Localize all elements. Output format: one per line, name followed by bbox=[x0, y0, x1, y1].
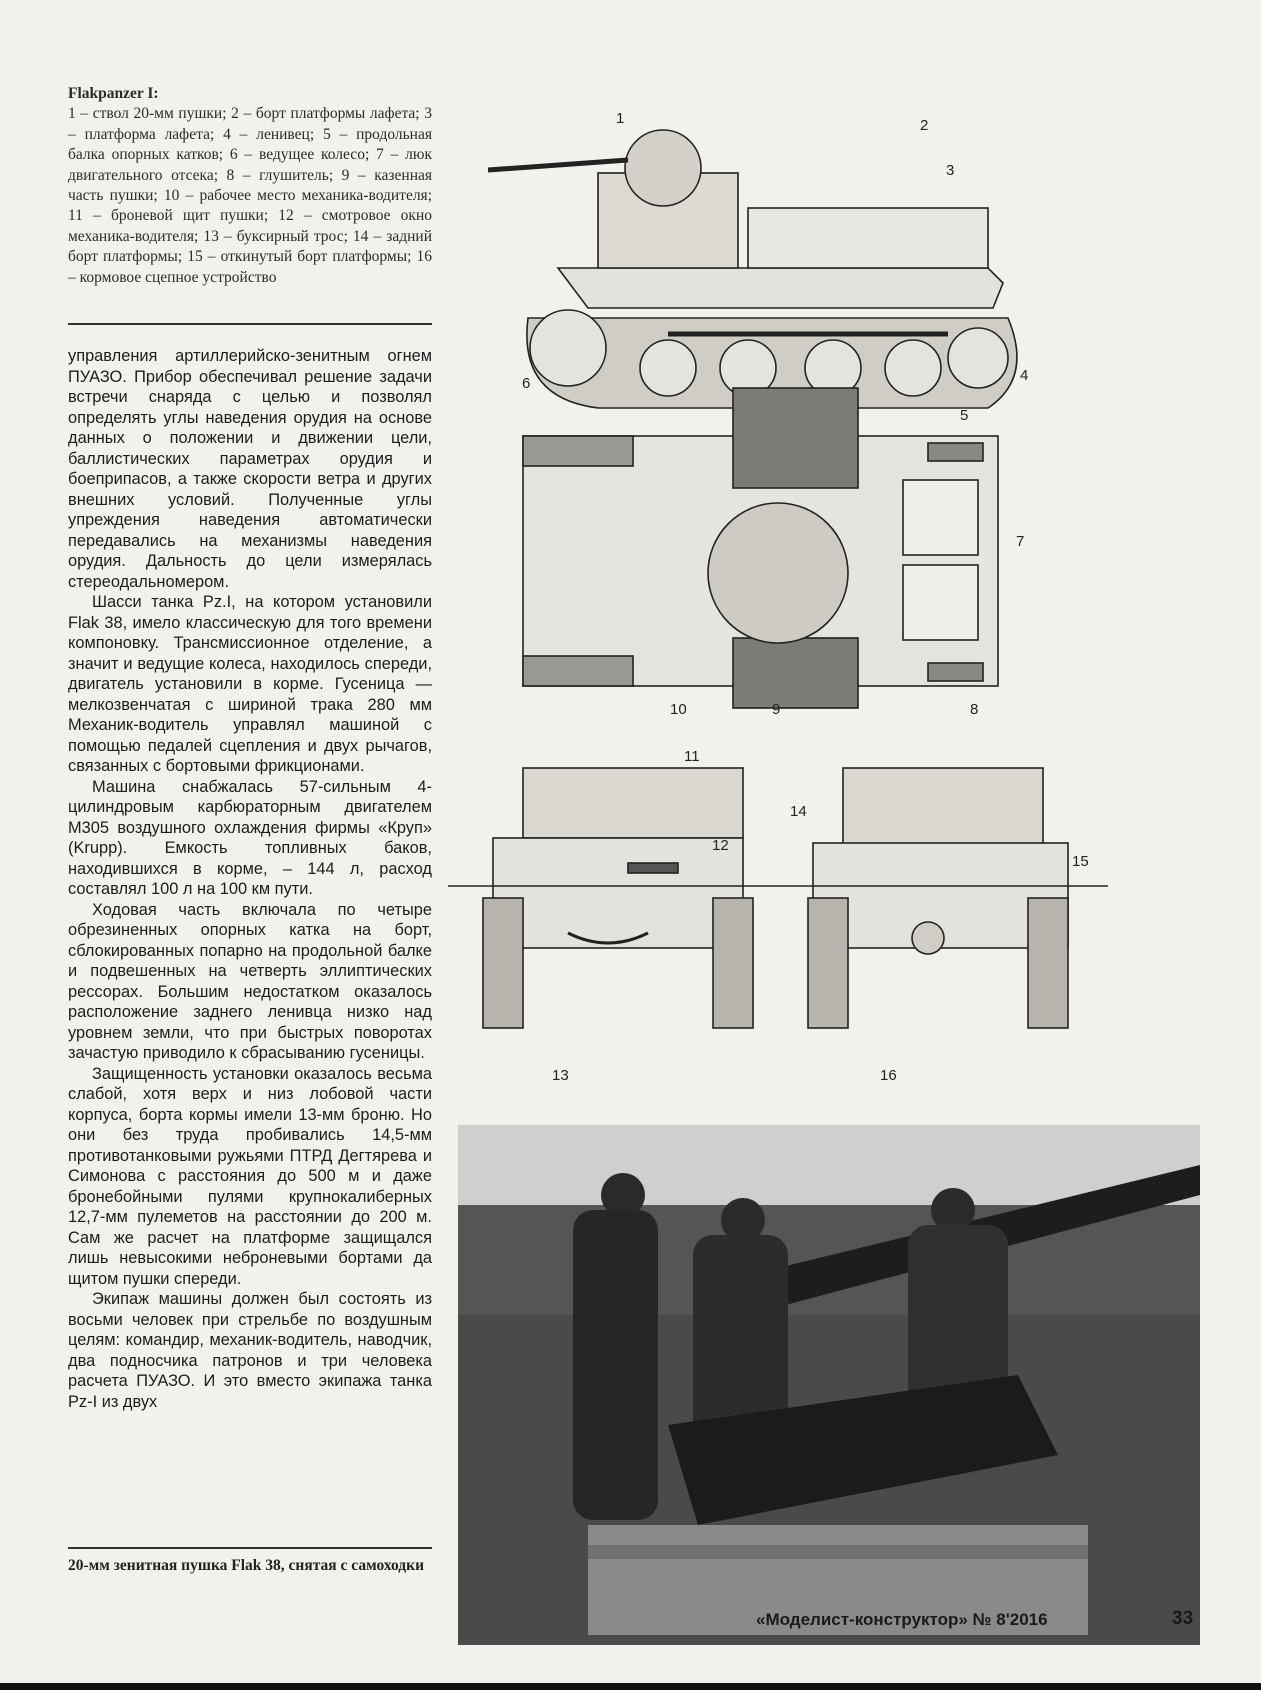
legend-title: Flakpanzer I: bbox=[68, 85, 159, 102]
callout-13: 13 bbox=[552, 1067, 569, 1084]
callout-5: 5 bbox=[960, 407, 969, 424]
paragraph: Защищенность установки оказалось весьма слабой, хотя верх и низ лобовой части корпуса, борта кормы имели 13-мм броню. Но они без труда пробивались 14,5-мм противотанковыми ружьями ПТРД Дегтярева и Симонова с расстояния до 500 м и даже бронебойными пулями крупнокалиберных 12,7-мм пулеметов на расстоянии до 200 м. Сам же расчет на платформе защищался лишь невысокими неброневыми бортами да щитом пушки спереди. bbox=[68, 1064, 432, 1288]
callout-6: 6 bbox=[522, 375, 531, 392]
legend-divider bbox=[68, 323, 432, 325]
callout-11: 11 bbox=[684, 748, 700, 765]
technical-drawings bbox=[448, 78, 1198, 1120]
photo-caption: 20-мм зенитная пушка Flak 38, снятая с самоходки bbox=[68, 1557, 425, 1574]
figure-legend bbox=[68, 84, 432, 288]
magazine-title: «Моделист-конструктор» № 8'2016 bbox=[756, 1610, 1048, 1629]
paragraph: Ходовая часть включала по четыре обрезиненных опорных катка на борт, сблокированных попарно на продольной балке и подвешенных на четверть эллиптических рессорах. Большим недостатком оказалось расположение заднего ленивца низко над уровнем земли, что при быстрых поворотах зачастую приводило к сбрасыванию гусеницы. bbox=[68, 900, 432, 1062]
bottom-edge bbox=[0, 1683, 1261, 1690]
callout-4: 4 bbox=[1020, 367, 1029, 384]
callout-7: 7 bbox=[1016, 533, 1025, 550]
paragraph: Экипаж машины должен был состоять из восьми человек при стрельбе по воздушным целям: командир, механик-водитель, наводчик, два подносчика патронов и три человека расчета ПУАЗО. И это вместо экипажа танка Pz-I из двух bbox=[68, 1290, 432, 1411]
flak38-photo bbox=[458, 1125, 1200, 1645]
article-body bbox=[68, 346, 432, 1412]
caption-divider bbox=[68, 1547, 432, 1549]
side-view-drawing bbox=[488, 130, 1017, 408]
paragraph: Шасси танка Pz.I, на котором установили Flak 38, имело классическую для того времени компоновку. Трансмиссионное отделение, а значит и ведущие колеса, находилось спереди, двигатель установили в корме. Гусеница — мелкозвенчатая с шириной трака 280 мм Механик-водитель управлял машиной с помощью педалей сцепления и двух рычагов, связанных с бортовыми фрикционами. bbox=[68, 593, 432, 775]
callout-2: 2 bbox=[920, 117, 929, 134]
page-number: 33 bbox=[1172, 1608, 1194, 1629]
callout-16: 16 bbox=[880, 1067, 897, 1084]
callout-3: 3 bbox=[946, 162, 955, 179]
callout-14: 14 bbox=[790, 803, 807, 820]
rear-view-drawing bbox=[778, 768, 1108, 1028]
callout-12: 12 bbox=[712, 837, 729, 854]
photo-scene bbox=[458, 1125, 1200, 1645]
callout-15: 15 bbox=[1072, 853, 1089, 870]
front-view-drawing bbox=[448, 768, 778, 1028]
legend-items: 1 – ствол 20-мм пушки; 2 – борт платформы лафета; 3 – платформа лафета; 4 – ленивец; 5 – продольная балка опорных катков; 6 – ведущее колесо; 7 – люк двигательного отсека; 8 – глушитель; 9 – казенная часть пушки; 10 – рабочее место механика-водителя; 11 – броневой щит пушки; 12 – смотровое окно механика-водителя; 13 – буксирный трос; 14 – задний борт платформы; 15 – откинутый борт платформы; 16 – кормовое сцепное устройство bbox=[68, 105, 432, 286]
callout-1: 1 bbox=[616, 110, 625, 127]
callout-8: 8 bbox=[970, 701, 979, 718]
top-view-drawing bbox=[523, 388, 998, 708]
paragraph: Машина снабжалась 57-сильным 4-цилиндровым карбюраторным двигателем М305 воздушного охлаждения фирмы «Круп» (Krupp). Емкость топливных баков, находившихся в корме, – 144 л, расход составлял 100 л на 100 км пути. bbox=[68, 777, 432, 898]
paragraph: управления артиллерийско-зенитным огнем ПУАЗО. Прибор обеспечивал решение задачи встречи снаряда с целью и позволял определять углы наведения орудия на основе данных о положении и движении цели, баллистических параметрах орудия и боеприпасов, а также скорости ветра и других внешних условий. Полученные углы упреждения наведения автоматически передавались на механизмы наведения орудия. Дальность до цели измерялась стереодальномером. bbox=[68, 347, 432, 591]
callout-10: 10 bbox=[670, 701, 687, 718]
callout-9: 9 bbox=[772, 701, 781, 718]
